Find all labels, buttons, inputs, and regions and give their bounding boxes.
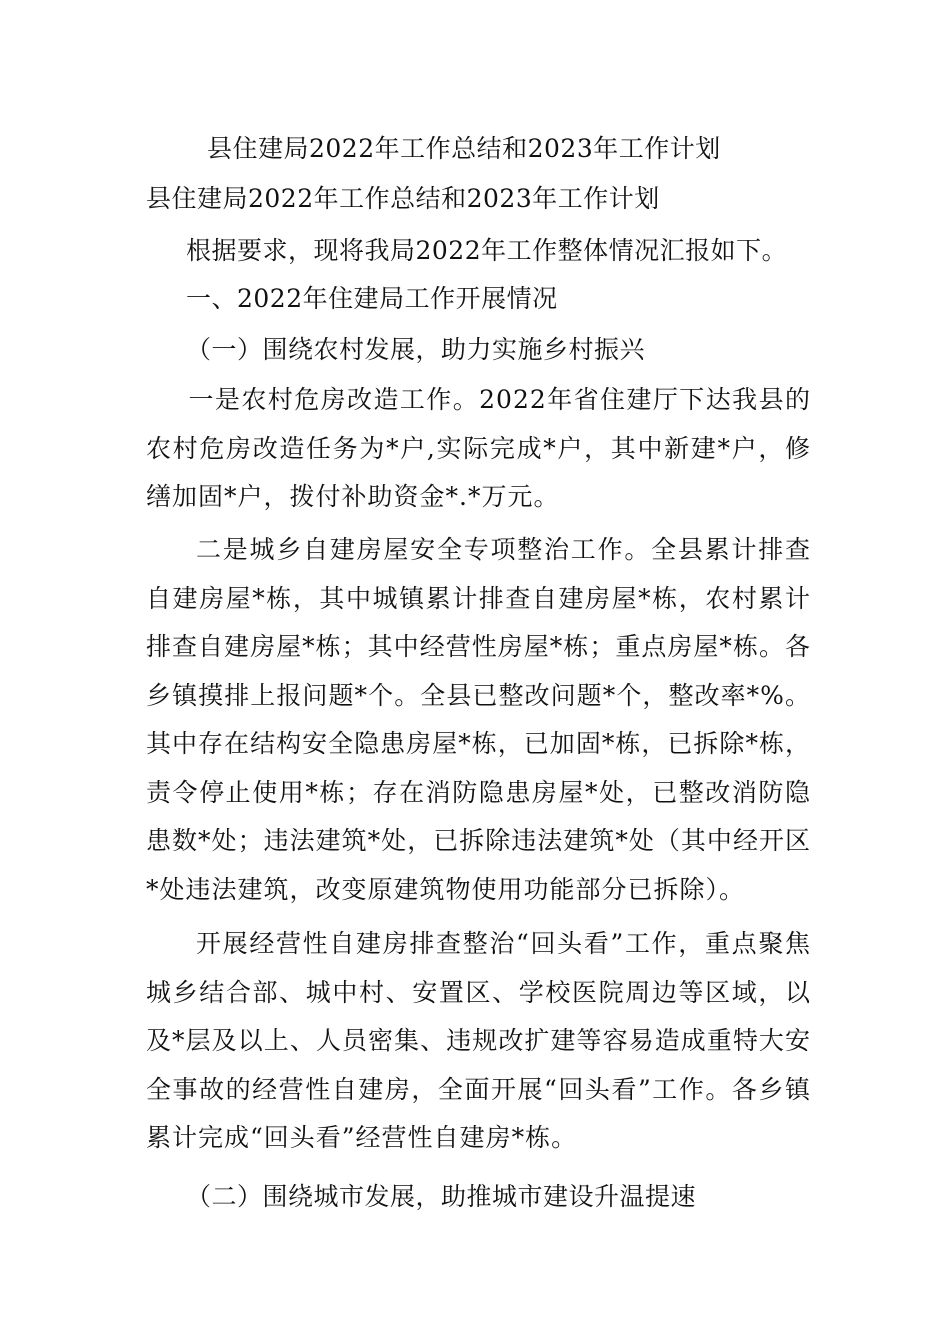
- subsection-heading-2: （二）围绕城市发展，助推城市建设升温提速: [186, 1182, 697, 1211]
- subsection-heading-1: （一）围绕农村发展，助力实施乡村振兴: [186, 335, 646, 364]
- document-title: 县住建局2022年工作总结和2023年工作计划: [207, 134, 721, 163]
- paragraph-look-back-inspection: 开展经营性自建房排查整治“回头看”工作，重点聚焦城乡结合部、城中村、安置区、学校医院周边等区域，以及*层及以上、人员密集、违规改扩建等容易造成重特大安全事故的经营性自建房，全面开展“回头看”工作。各乡镇累计完成“回头看”经营性自建房*栋。: [146, 929, 811, 1152]
- intro-paragraph: 根据要求，现将我局2022年工作整体情况汇报如下。: [186, 236, 788, 265]
- paragraph-self-built-housing-safety: 二是城乡自建房屋安全专项整治工作。全县累计排查自建房屋*栋，其中城镇累计排查自建房屋*栋，农村累计排查自建房屋*栋；其中经营性房屋*栋；重点房屋*栋。各乡镇摸排上报问题*个。全县已整改问题*个，整改率*%。其中存在结构安全隐患房屋*栋，已加固*栋，已拆除*栋，责令停止使用*栋；存在消防隐患房屋*处，已整改消防隐患数*处；违法建筑*处，已拆除违法建筑*处（其中经开区*处违法建筑，改变原建筑物使用功能部分已拆除）。: [146, 535, 811, 904]
- document-subtitle: 县住建局2022年工作总结和2023年工作计划: [146, 184, 660, 213]
- section-heading-1: 一、2022年住建局工作开展情况: [186, 284, 558, 313]
- paragraph-rural-housing: 一是农村危房改造工作。2022年省住建厅下达我县的农村危房改造任务为*户,实际完成*户，其中新建*户，修缮加固*户，拨付补助资金*.*万元。: [146, 385, 811, 511]
